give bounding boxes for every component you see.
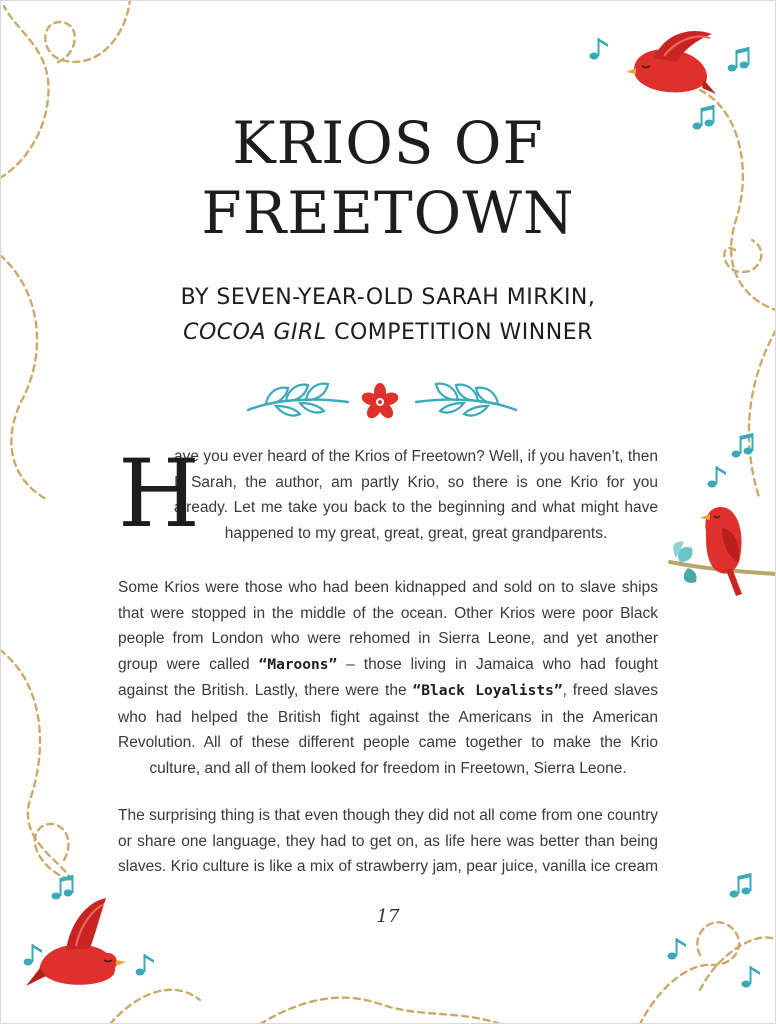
intro-paragraph [118, 440, 658, 549]
dashed-swirl-bottom-center [260, 998, 500, 1024]
byline-line-1: BY SEVEN-YEAR-OLD SARAH MIRKIN, [180, 285, 596, 310]
intro-text: ave you ever heard of the Krios of Freetown? Well, if you haven’t, then I, Sarah, the author, am partly Krio, so there is one Krio for you already. Let me take you back to the beginning and what might have happened to my great, great, great, great grandparents. [174, 448, 658, 542]
body-paragraph-2 [118, 575, 658, 781]
dashed-loop-top-left [45, 0, 130, 62]
leaf-sprig-icon [416, 384, 516, 416]
dashed-loop-bottom-right [640, 922, 739, 1024]
music-note-icon [728, 47, 750, 72]
bird-illustration [626, 31, 716, 94]
music-note-icon [668, 938, 687, 960]
dashed-swirl-right [749, 330, 776, 500]
title-line-2: FREETOWN [201, 179, 575, 247]
dashed-swirl-bottom-left [110, 990, 200, 1024]
music-note-icon [136, 954, 155, 976]
title-line-1: KRIOS OF [232, 109, 544, 177]
publication-name: COCOA GIRL [183, 320, 327, 345]
author-byline [0, 280, 776, 350]
music-note-icon [730, 873, 752, 898]
page-number: 17 [376, 906, 400, 927]
term-maroons: “Maroons” [258, 656, 338, 673]
music-note-icon [708, 466, 727, 488]
music-note-icon [590, 38, 609, 60]
music-note-icon [742, 966, 761, 988]
leaf-sprig-icon [248, 384, 348, 416]
byline-line-2 [0, 315, 776, 350]
term-black-loyalists: “Black Loyalists” [412, 683, 563, 699]
bird-on-branch-illustration [670, 507, 776, 596]
body-paragraph-3: The surprising thing is that even though they did not all come from one country or share one language, they had to get on, as life here was better than being slaves. Krio culture is like a mix of strawberry jam, pear juice, vanilla ice cream [118, 807, 658, 875]
paragraph-2-part-1: Some Krios were those who had been kidnapped and sold on to slave ships that were stopped in the middle of the ocean. Other Krios were poor Black people from London who were rehomed in Sierra Leone, and yet another group were called [118, 579, 658, 673]
music-note-icon [24, 944, 43, 966]
byline-competition: COMPETITION WINNER [326, 320, 593, 345]
article-title [0, 108, 776, 248]
music-note-icon [52, 875, 74, 900]
drop-cap: H [118, 440, 200, 549]
flower-icon [360, 383, 400, 421]
paragraph-2-part-2: – those living in Jamaica who had fought against the British. Lastly, there were the [118, 655, 658, 699]
paragraph-2-part-3: , freed slaves who had helped the British fight against the Americans in the American Revolution. All of these different people came together to make the Krio culture, and all of them looked for freedom in Freetown, Sierra Leone. [118, 682, 658, 777]
music-note-icon [732, 433, 754, 458]
